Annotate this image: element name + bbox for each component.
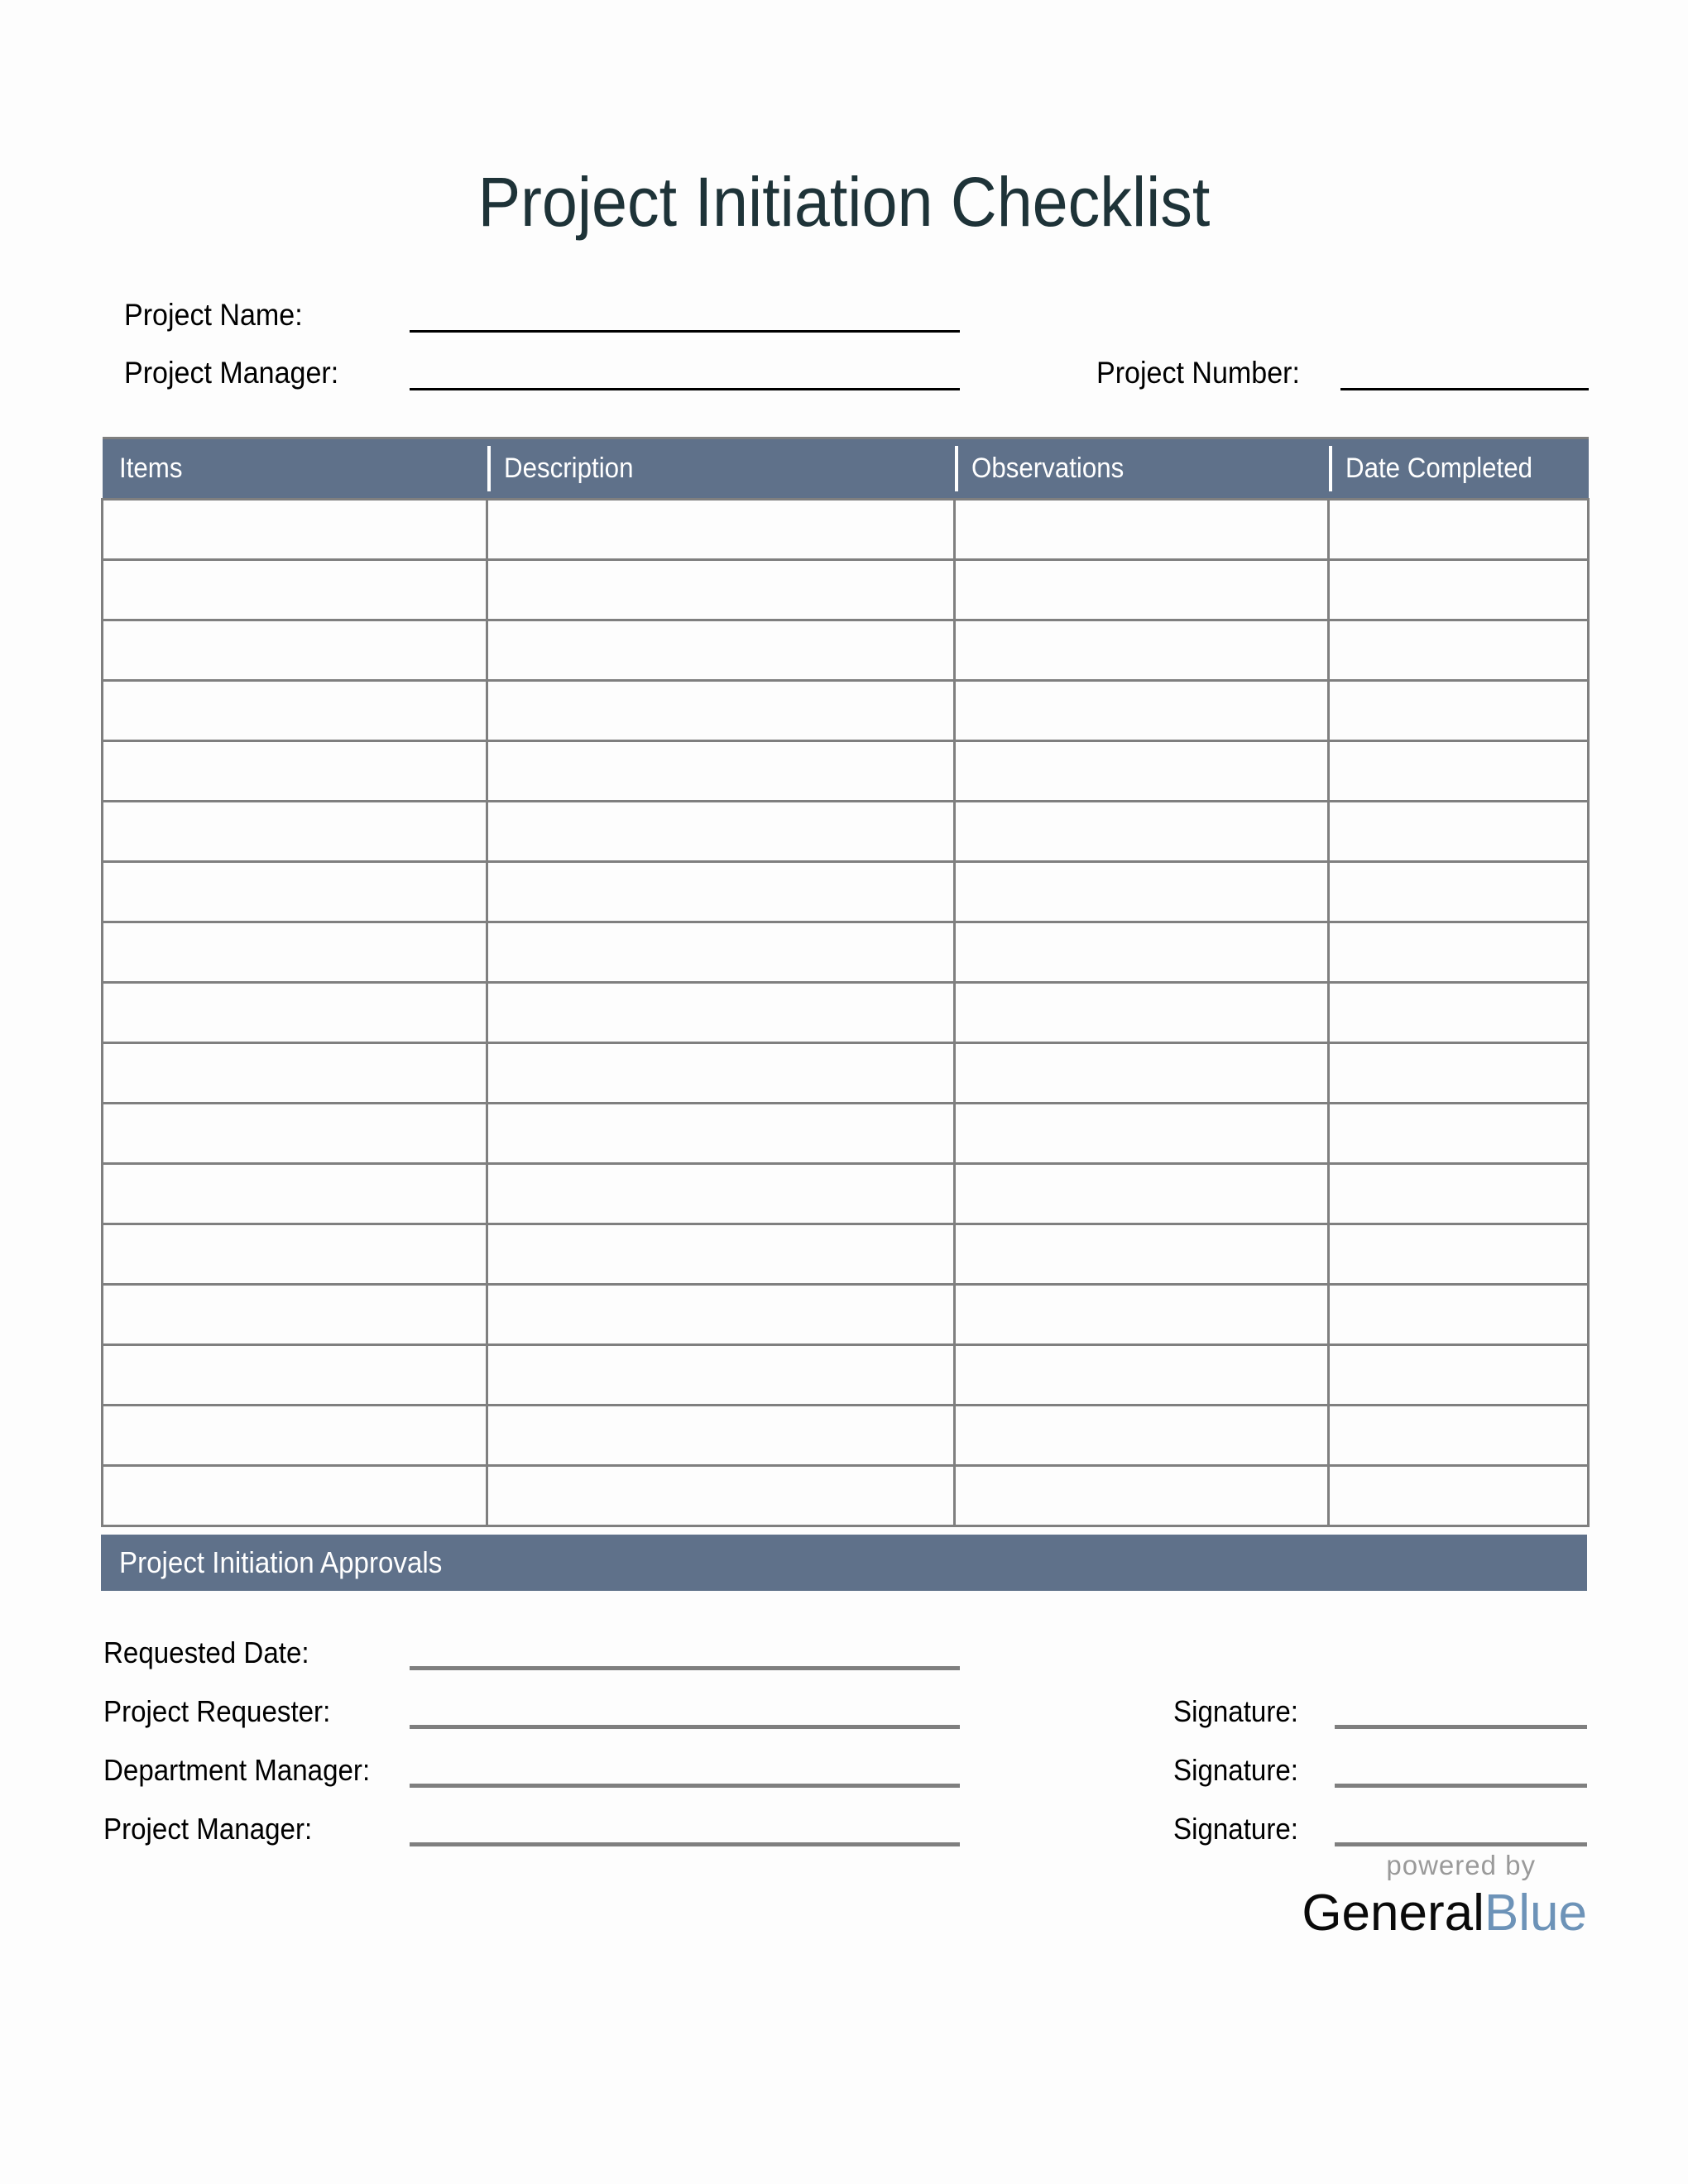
table-cell[interactable] bbox=[1329, 741, 1589, 802]
column-header-date-completed bbox=[1329, 438, 1589, 500]
table-row bbox=[103, 1466, 1589, 1526]
approvals-project-manager-input[interactable] bbox=[410, 1842, 960, 1846]
field-row-requested-date bbox=[103, 1624, 960, 1670]
brand-blue-text: Blue bbox=[1484, 1885, 1587, 1942]
table-cell[interactable] bbox=[103, 620, 487, 681]
field-row-department-manager bbox=[103, 1741, 960, 1788]
table-cell[interactable] bbox=[1329, 1164, 1589, 1224]
table-row bbox=[103, 681, 1589, 741]
table-cell[interactable] bbox=[103, 741, 487, 802]
table-cell[interactable] bbox=[103, 802, 487, 862]
table-cell[interactable] bbox=[955, 1164, 1329, 1224]
table-cell[interactable] bbox=[1329, 1285, 1589, 1345]
table-cell[interactable] bbox=[103, 1285, 487, 1345]
table-cell[interactable] bbox=[487, 500, 955, 560]
table-cell[interactable] bbox=[487, 1285, 955, 1345]
table-cell[interactable] bbox=[103, 1224, 487, 1285]
table-cell[interactable] bbox=[1329, 1043, 1589, 1104]
table-row bbox=[103, 922, 1589, 983]
approvals-band bbox=[101, 1535, 1587, 1591]
table-cell[interactable] bbox=[103, 1043, 487, 1104]
table-row bbox=[103, 500, 1589, 560]
page-title: Project Initiation Checklist bbox=[477, 163, 1211, 241]
table-cell[interactable] bbox=[487, 802, 955, 862]
field-row-project-manager bbox=[124, 342, 960, 390]
project-number-input[interactable] bbox=[1340, 388, 1589, 390]
project-manager-input[interactable] bbox=[410, 388, 960, 390]
department-manager-label: Department Manager: bbox=[103, 1753, 371, 1787]
table-cell[interactable] bbox=[103, 922, 487, 983]
table-cell[interactable] bbox=[103, 983, 487, 1043]
project-manager-label: Project Manager: bbox=[124, 356, 339, 390]
table-cell[interactable] bbox=[1329, 1406, 1589, 1466]
table-cell[interactable] bbox=[955, 1104, 1329, 1164]
table-cell[interactable] bbox=[103, 1406, 487, 1466]
table-cell[interactable] bbox=[487, 1345, 955, 1406]
signature-department-manager-label: Signature: bbox=[1173, 1753, 1298, 1787]
table-row bbox=[103, 983, 1589, 1043]
table-cell[interactable] bbox=[103, 1466, 487, 1526]
powered-by-label: powered by bbox=[1386, 1850, 1536, 1880]
table-row bbox=[103, 1224, 1589, 1285]
signature-requester-label: Signature: bbox=[1173, 1694, 1298, 1728]
project-number-label: Project Number: bbox=[1096, 356, 1300, 390]
brand-general-text: General bbox=[1302, 1885, 1484, 1942]
table-cell[interactable] bbox=[955, 983, 1329, 1043]
table-row bbox=[103, 862, 1589, 922]
column-header-date-completed-label: Date Completed bbox=[1345, 453, 1532, 484]
field-row-project-requester bbox=[103, 1683, 960, 1729]
table-cell[interactable] bbox=[1329, 862, 1589, 922]
table-cell[interactable] bbox=[955, 1224, 1329, 1285]
table-cell[interactable] bbox=[1329, 983, 1589, 1043]
approvals-band-title: Project Initiation Approvals bbox=[119, 1545, 443, 1579]
table-cell[interactable] bbox=[487, 1043, 955, 1104]
table-cell[interactable] bbox=[103, 1104, 487, 1164]
table-cell[interactable] bbox=[487, 681, 955, 741]
table-cell[interactable] bbox=[487, 1164, 955, 1224]
table-cell[interactable] bbox=[955, 620, 1329, 681]
table-cell[interactable] bbox=[103, 500, 487, 560]
table-cell[interactable] bbox=[103, 681, 487, 741]
table-cell[interactable] bbox=[487, 922, 955, 983]
table-cell[interactable] bbox=[487, 560, 955, 620]
table-row bbox=[103, 620, 1589, 681]
field-row-signature-department-manager bbox=[1173, 1741, 1587, 1788]
table-cell[interactable] bbox=[1329, 1345, 1589, 1406]
project-requester-input[interactable] bbox=[410, 1725, 960, 1729]
table-cell[interactable] bbox=[955, 802, 1329, 862]
table-cell[interactable] bbox=[1329, 802, 1589, 862]
table-cell[interactable] bbox=[955, 1345, 1329, 1406]
table-cell[interactable] bbox=[1329, 681, 1589, 741]
table-row bbox=[103, 802, 1589, 862]
field-row-project-number bbox=[1096, 342, 1589, 390]
table-cell[interactable] bbox=[1329, 620, 1589, 681]
table-cell[interactable] bbox=[955, 1043, 1329, 1104]
table-cell[interactable] bbox=[955, 862, 1329, 922]
table-row bbox=[103, 1164, 1589, 1224]
signature-project-manager-input[interactable] bbox=[1335, 1842, 1587, 1846]
table-row bbox=[103, 1285, 1589, 1345]
table-cell[interactable] bbox=[103, 1345, 487, 1406]
table-row bbox=[103, 741, 1589, 802]
table-cell[interactable] bbox=[487, 741, 955, 802]
field-row-signature-project-manager bbox=[1173, 1800, 1587, 1846]
requested-date-label: Requested Date: bbox=[103, 1636, 309, 1669]
field-row-approvals-project-manager bbox=[103, 1800, 960, 1846]
project-name-input[interactable] bbox=[410, 330, 960, 333]
table-cell[interactable] bbox=[955, 560, 1329, 620]
table-row bbox=[103, 1406, 1589, 1466]
table-cell[interactable] bbox=[955, 500, 1329, 560]
signature-department-manager-input[interactable] bbox=[1335, 1784, 1587, 1788]
table-cell[interactable] bbox=[955, 1406, 1329, 1466]
table-header-row bbox=[103, 438, 1589, 500]
column-header-observations-label: Observations bbox=[971, 453, 1124, 484]
table-cell[interactable] bbox=[955, 1285, 1329, 1345]
table-cell[interactable] bbox=[955, 741, 1329, 802]
table-cell[interactable] bbox=[103, 560, 487, 620]
column-header-items bbox=[103, 438, 487, 500]
department-manager-input[interactable] bbox=[410, 1784, 960, 1788]
approvals-project-manager-label: Project Manager: bbox=[103, 1812, 313, 1846]
column-header-description-label: Description bbox=[503, 453, 633, 484]
signature-requester-input[interactable] bbox=[1335, 1725, 1587, 1729]
table-cell[interactable] bbox=[487, 862, 955, 922]
table-cell[interactable] bbox=[487, 620, 955, 681]
column-header-description bbox=[487, 438, 955, 500]
table-row bbox=[103, 560, 1589, 620]
checklist-body bbox=[103, 500, 1589, 1526]
project-name-label: Project Name: bbox=[124, 298, 303, 332]
table-cell[interactable] bbox=[1329, 922, 1589, 983]
table-cell[interactable] bbox=[1329, 1104, 1589, 1164]
column-header-observations bbox=[955, 438, 1329, 500]
table-cell[interactable] bbox=[103, 862, 487, 922]
field-row-signature-requester bbox=[1173, 1683, 1587, 1729]
table-row bbox=[103, 1345, 1589, 1406]
table-cell[interactable] bbox=[487, 1466, 955, 1526]
brand-wordmark bbox=[1240, 1885, 1587, 1942]
table-cell[interactable] bbox=[103, 1164, 487, 1224]
table-cell[interactable] bbox=[1329, 1224, 1589, 1285]
table-cell[interactable] bbox=[1329, 560, 1589, 620]
table-row bbox=[103, 1104, 1589, 1164]
table-cell[interactable] bbox=[955, 922, 1329, 983]
table-cell[interactable] bbox=[1329, 500, 1589, 560]
column-header-items-label: Items bbox=[118, 453, 182, 484]
project-requester-label: Project Requester: bbox=[103, 1694, 331, 1728]
requested-date-input[interactable] bbox=[410, 1666, 960, 1670]
table-cell[interactable] bbox=[955, 1466, 1329, 1526]
generalblue-logo bbox=[1240, 1850, 1587, 1942]
table-cell[interactable] bbox=[487, 1104, 955, 1164]
table-cell[interactable] bbox=[955, 681, 1329, 741]
signature-project-manager-label: Signature: bbox=[1173, 1812, 1298, 1846]
table-cell[interactable] bbox=[487, 1406, 955, 1466]
table-row bbox=[103, 1043, 1589, 1104]
table-cell[interactable] bbox=[487, 1224, 955, 1285]
table-cell[interactable] bbox=[1329, 1466, 1589, 1526]
table-cell[interactable] bbox=[487, 983, 955, 1043]
field-row-project-name bbox=[124, 285, 960, 333]
checklist-table bbox=[101, 437, 1590, 1527]
